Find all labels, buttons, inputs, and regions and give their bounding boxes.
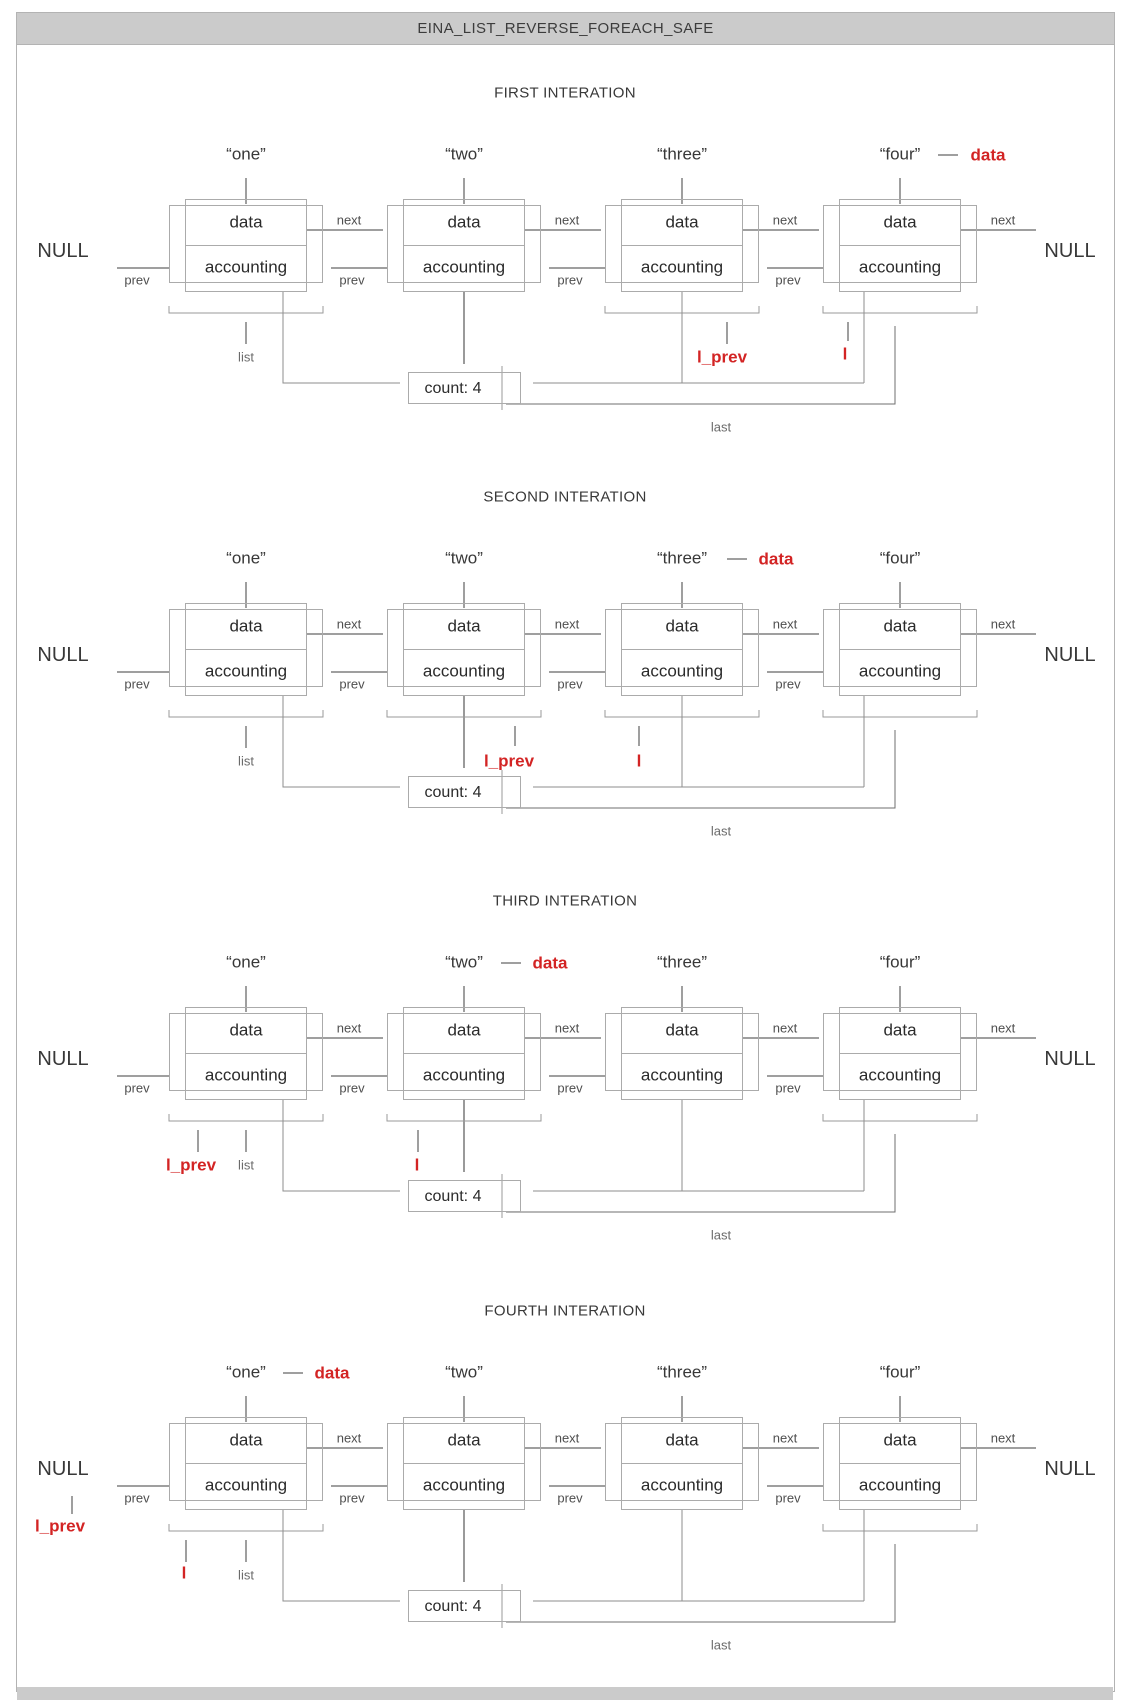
next-label: next <box>554 616 580 632</box>
accounting-bracket <box>823 1524 977 1531</box>
node-accounting-label: accounting <box>640 661 724 681</box>
next-label: next <box>336 616 362 632</box>
node-accounting-label: accounting <box>858 257 942 277</box>
l-pointer-label: l <box>636 751 642 771</box>
prev-label: prev <box>339 272 365 288</box>
node-value-label: “one” <box>226 1362 266 1382</box>
null-right-label: NULL <box>1044 240 1096 262</box>
list-label: list <box>238 1157 254 1173</box>
prev-label: prev <box>557 1080 583 1096</box>
section-title-2: SECOND INTERATION <box>483 488 647 506</box>
null-right-label: NULL <box>1044 1458 1096 1480</box>
node-accounting-label: accounting <box>204 257 288 277</box>
node-accounting-label: accounting <box>422 661 506 681</box>
prev-label: prev <box>557 1490 583 1506</box>
last-label: last <box>710 1637 732 1653</box>
node-value-label: “two” <box>445 144 483 164</box>
node-data-label: data <box>447 212 481 232</box>
node-data-label: data <box>883 1020 917 1040</box>
node-data-label: data <box>883 212 917 232</box>
node-data-label: data <box>447 616 481 636</box>
node-data-label: data <box>883 616 917 636</box>
count-label: count: 4 <box>424 380 482 397</box>
l-prev-pointer-label: l_prev <box>165 1155 217 1175</box>
window-title: EINA_LIST_REVERSE_FOREACH_SAFE <box>417 20 714 37</box>
null-left-label: NULL <box>37 1048 89 1070</box>
node-value-label: “one” <box>226 952 266 972</box>
node-value-label: “four” <box>879 548 921 568</box>
next-label: next <box>990 212 1016 228</box>
node-value-label: “four” <box>879 952 921 972</box>
prev-label: prev <box>124 676 150 692</box>
prev-label: prev <box>339 676 365 692</box>
l-pointer-label: l <box>414 1155 420 1175</box>
data-pointer-label: data <box>314 1363 350 1383</box>
node-value-label: “one” <box>226 144 266 164</box>
node-data-label: data <box>665 616 699 636</box>
last-label: last <box>710 1227 732 1243</box>
prev-label: prev <box>775 676 801 692</box>
next-label: next <box>990 1430 1016 1446</box>
node-data-label: data <box>447 1020 481 1040</box>
node-accounting-label: accounting <box>640 1475 724 1495</box>
next-label: next <box>772 616 798 632</box>
accounting-bracket <box>823 1114 977 1121</box>
node-data-label: data <box>665 212 699 232</box>
node-data-label: data <box>229 212 263 232</box>
node-accounting-label: accounting <box>204 1065 288 1085</box>
accounting-bracket <box>169 1114 323 1121</box>
last-pointer-line <box>506 1544 895 1622</box>
next-label: next <box>336 212 362 228</box>
next-label: next <box>990 616 1016 632</box>
next-label: next <box>990 1020 1016 1036</box>
node-value-label: “two” <box>445 548 483 568</box>
l-prev-pointer-label: l_prev <box>696 347 748 367</box>
node-accounting-label: accounting <box>858 661 942 681</box>
next-label: next <box>554 212 580 228</box>
null-left-label: NULL <box>37 240 89 262</box>
prev-label: prev <box>775 272 801 288</box>
next-label: next <box>554 1430 580 1446</box>
l-prev-pointer-label: l_prev <box>483 751 535 771</box>
last-pointer-line <box>506 730 895 808</box>
node-value-label: “two” <box>445 952 483 972</box>
node-accounting-label: accounting <box>204 661 288 681</box>
next-label: next <box>772 1020 798 1036</box>
null-right-label: NULL <box>1044 1048 1096 1070</box>
prev-label: prev <box>557 272 583 288</box>
prev-label: prev <box>124 1080 150 1096</box>
last-pointer-line <box>506 1134 895 1212</box>
accounting-bracket <box>823 710 977 717</box>
section-title-3: THIRD INTERATION <box>492 892 638 910</box>
node-value-label: “three” <box>656 548 708 568</box>
node-data-label: data <box>883 1430 917 1450</box>
l-prev-pointer-label: l_prev <box>34 1516 86 1536</box>
node-data-label: data <box>229 1020 263 1040</box>
next-label: next <box>336 1430 362 1446</box>
null-left-label: NULL <box>37 644 89 666</box>
section-title-4: FOURTH INTERATION <box>484 1302 646 1320</box>
node-data-label: data <box>447 1430 481 1450</box>
count-link-line <box>283 1099 400 1191</box>
accounting-bracket <box>169 306 323 313</box>
l-pointer-label: l <box>181 1563 187 1583</box>
count-link-line <box>283 695 400 787</box>
node-accounting-label: accounting <box>858 1065 942 1085</box>
node-value-label: “three” <box>656 144 708 164</box>
count-link-line <box>283 291 400 383</box>
prev-label: prev <box>557 676 583 692</box>
null-right-label: NULL <box>1044 644 1096 666</box>
node-value-label: “three” <box>656 1362 708 1382</box>
list-label: list <box>238 1567 254 1583</box>
list-label: list <box>238 753 254 769</box>
data-pointer-label: data <box>758 549 794 569</box>
count-label: count: 4 <box>424 1188 482 1205</box>
count-label: count: 4 <box>424 784 482 801</box>
node-accounting-label: accounting <box>422 257 506 277</box>
accounting-bracket <box>169 710 323 717</box>
count-link-line <box>283 1509 400 1601</box>
node-value-label: “four” <box>879 1362 921 1382</box>
list-label: list <box>238 349 254 365</box>
node-value-label: “two” <box>445 1362 483 1382</box>
l-pointer-label: l <box>842 344 848 364</box>
null-left-label: NULL <box>37 1458 89 1480</box>
prev-label: prev <box>124 272 150 288</box>
accounting-bracket <box>169 1524 323 1531</box>
data-pointer-label: data <box>970 145 1006 165</box>
next-label: next <box>336 1020 362 1036</box>
prev-label: prev <box>339 1080 365 1096</box>
node-value-label: “four” <box>879 144 921 164</box>
count-label: count: 4 <box>424 1598 482 1615</box>
node-data-label: data <box>229 1430 263 1450</box>
node-accounting-label: accounting <box>640 257 724 277</box>
node-accounting-label: accounting <box>858 1475 942 1495</box>
section-title-1: FIRST INTERATION <box>494 84 636 102</box>
accounting-bracket <box>823 306 977 313</box>
node-accounting-label: accounting <box>422 1065 506 1085</box>
node-accounting-label: accounting <box>204 1475 288 1495</box>
node-data-label: data <box>665 1020 699 1040</box>
next-label: next <box>772 212 798 228</box>
node-data-label: data <box>229 616 263 636</box>
next-label: next <box>772 1430 798 1446</box>
prev-label: prev <box>775 1490 801 1506</box>
data-pointer-label: data <box>532 953 568 973</box>
node-value-label: “one” <box>226 548 266 568</box>
next-label: next <box>554 1020 580 1036</box>
node-value-label: “three” <box>656 952 708 972</box>
prev-label: prev <box>124 1490 150 1506</box>
node-data-label: data <box>665 1430 699 1450</box>
last-label: last <box>710 823 732 839</box>
last-label: last <box>710 419 732 435</box>
prev-label: prev <box>339 1490 365 1506</box>
node-accounting-label: accounting <box>640 1065 724 1085</box>
node-accounting-label: accounting <box>422 1475 506 1495</box>
prev-label: prev <box>775 1080 801 1096</box>
